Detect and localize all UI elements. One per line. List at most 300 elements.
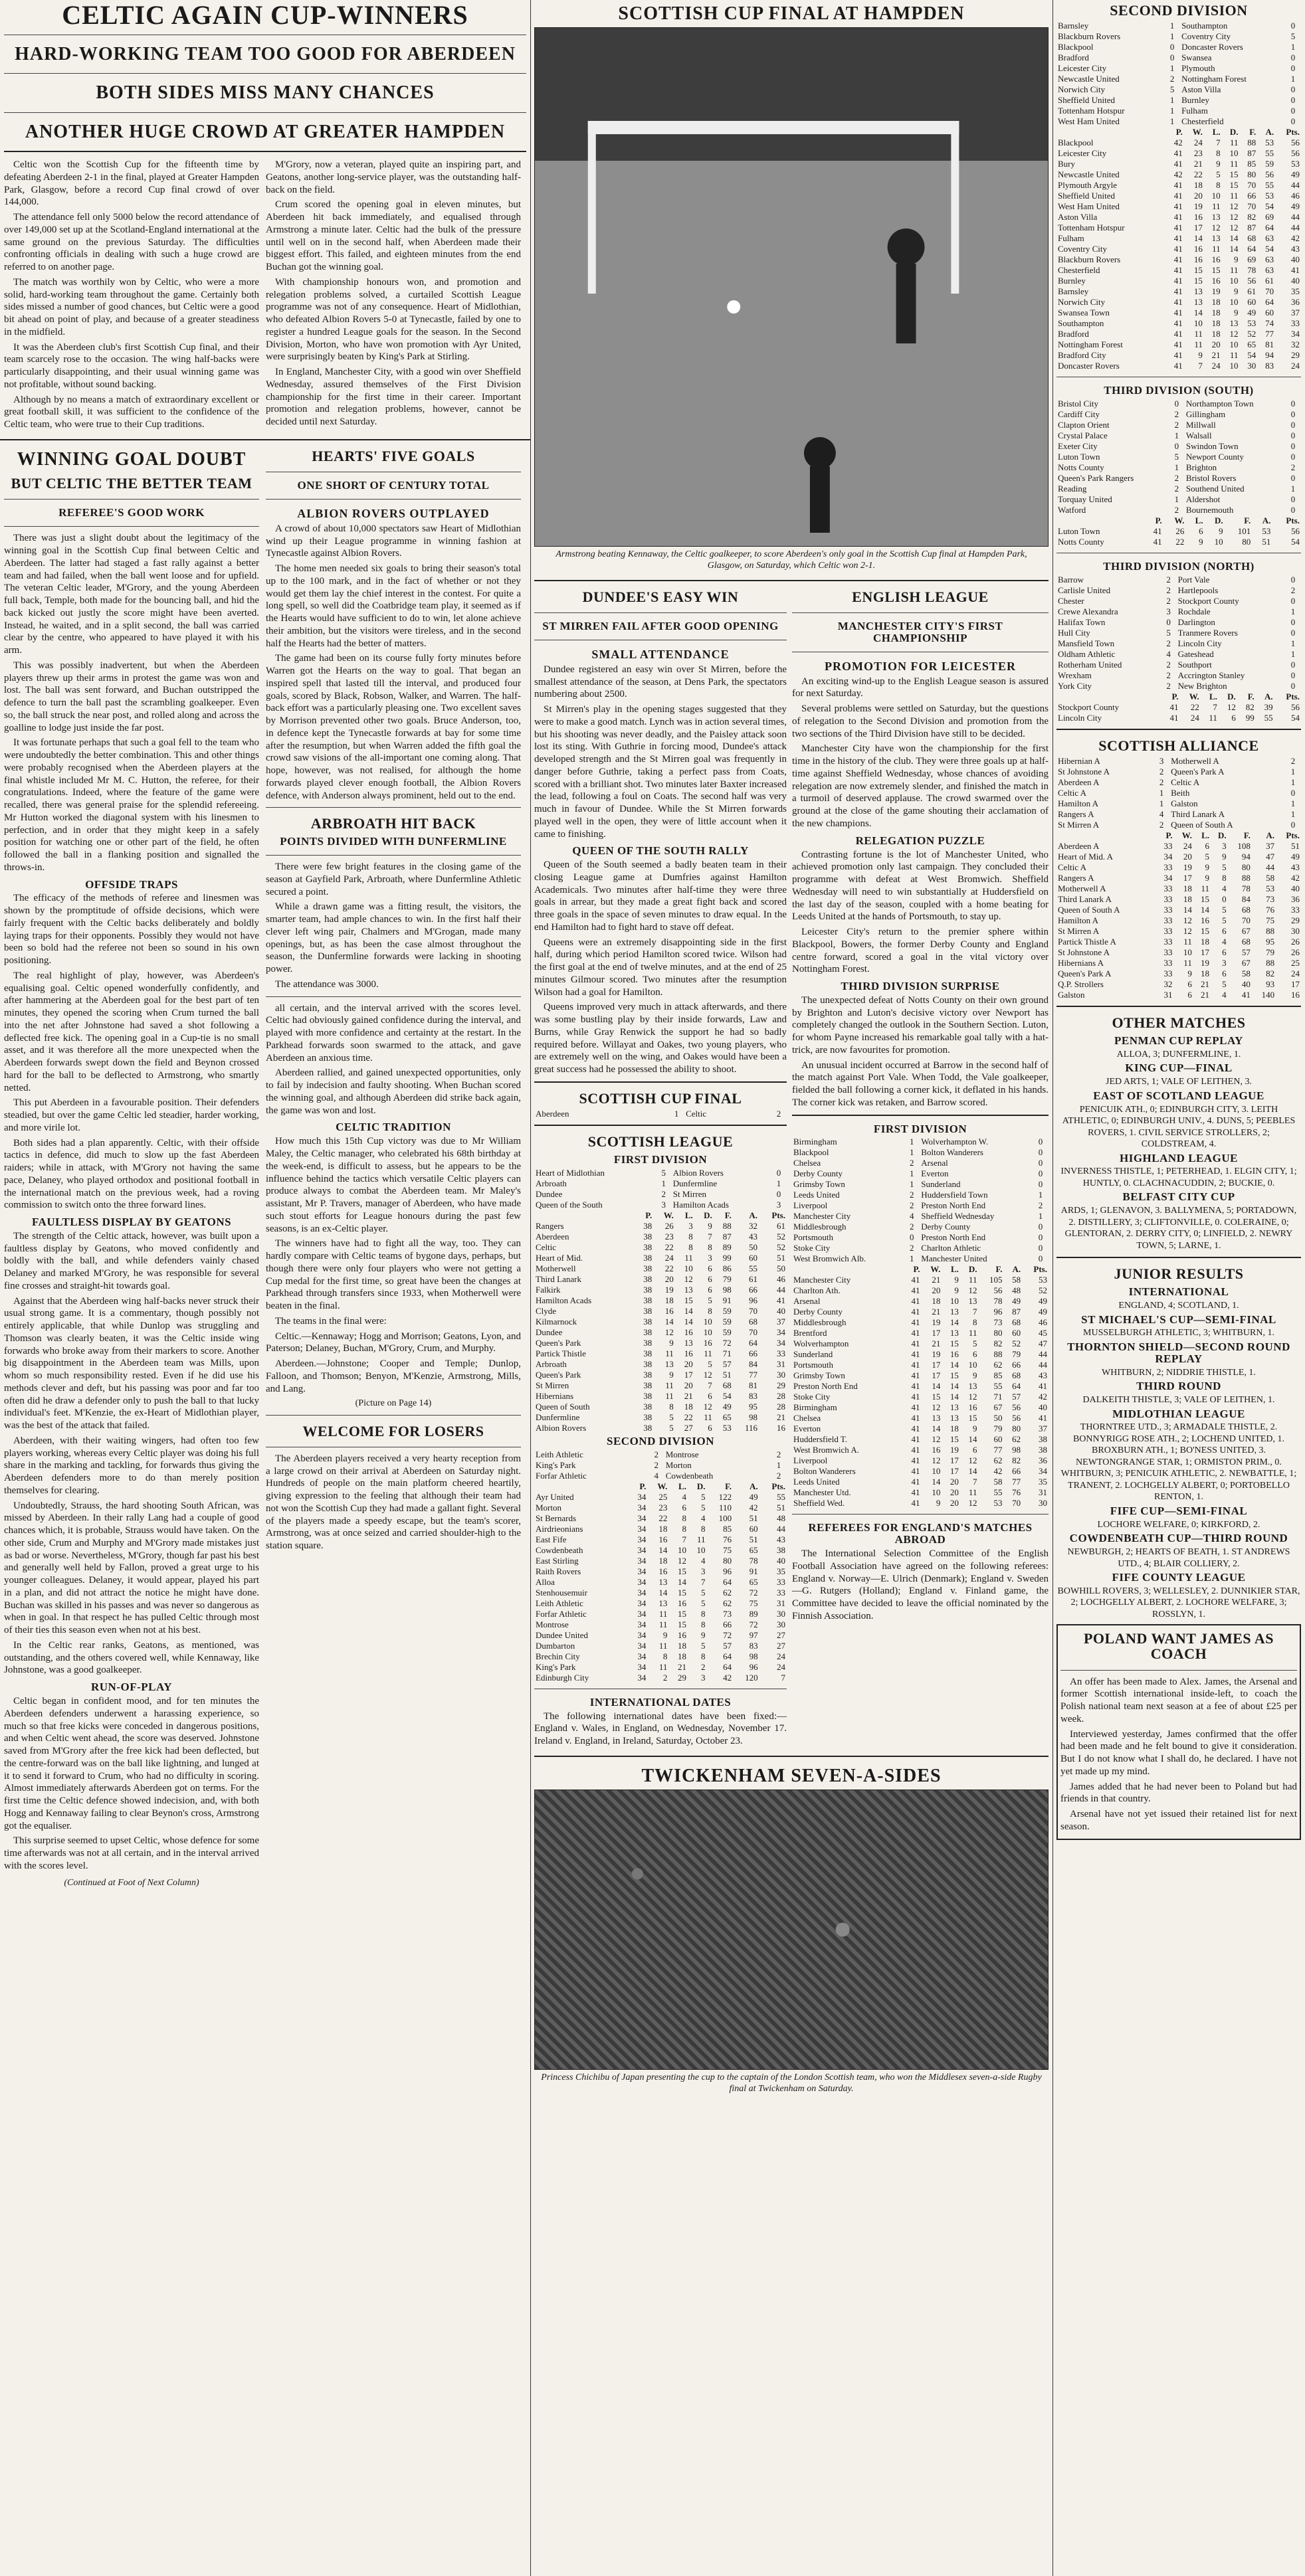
- scot-div1-results: [534, 1168, 787, 1210]
- table-row: Celtic 38 22 8 8 89 50 52: [536, 1242, 785, 1252]
- paragraph: Undoubtedly, Strauss, the hard shooting South African, was missed by Aberdeen. In their rally Lang had a couple of good chances which, it is probable, Strauss would have taken. On the other side, Crum and Murphy and M'Grory made mistakes just as bad or worse. Nevertheless, M'Grory, though far past his best and generally well held by Fallon, proved a great urge to his younger colleagues. Delaney, it would appear, played his part in a plan, and did not attract the notice he might have done. Buchan was skilled in his passes and was never so dangerous as when in goal. In that respect he has pulled Celtic through most of their ties this season even when not at his best.: [4, 1500, 259, 1636]
- table-row: Aberdeen 38 23 8 7 87 43 52: [536, 1231, 785, 1242]
- goal-doubt-col: [4, 446, 259, 1888]
- table-row: Raith Rovers 34 16 15 3 96 91 35: [536, 1566, 785, 1576]
- subhead-run-of-play: RUN-OF-PLAY: [91, 1681, 172, 1694]
- result-row: Wrexham 2 Accrington Stanley 0: [1058, 670, 1296, 680]
- table-header: P. W. L. D. F. A. Pts.: [913, 1264, 1047, 1275]
- paragraph: A crowd of about 10,000 spectators saw Heart of Midlothian wind up their League programme in winning fashion at Tynecastle against Albion Rovers.: [266, 523, 521, 559]
- result-row: Barnsley 1 Southampton 0: [1058, 21, 1296, 31]
- paragraph: In the Celtic rear ranks, Geatons, as mentioned, was outstanding, and the others covered well, while Kennaway, like Johnstone, was a good goalkeeper.: [4, 1639, 259, 1676]
- table-row: Sheffield Wed. 41 9 20 12 53 70 30: [793, 1498, 1047, 1509]
- table-row: Preston North End 41 14 14 13 55 64 41: [793, 1381, 1047, 1392]
- result-row: Queen's Park Rangers 2 Bristol Rovers 0: [1058, 472, 1296, 483]
- subhead-geatons: FAULTLESS DISPLAY BY GEATONS: [31, 1216, 232, 1229]
- result-row: Crewe Alexandra 3 Rochdale 1: [1058, 606, 1296, 616]
- head-thornton: THORNTON SHIELD—SECOND ROUND REPLAY: [1067, 1340, 1290, 1365]
- result-row: Reading 2 Southend United 1: [1058, 483, 1296, 494]
- head-referee: REFEREE'S GOOD WORK: [58, 506, 205, 519]
- subhead-offside: OFFSIDE TRAPS: [85, 877, 178, 891]
- sub-arbroath: POINTS DIVIDED WITH DUNFERMLINE: [280, 835, 507, 848]
- lead-col-b: [266, 159, 521, 434]
- result-row: King's Park 2 Morton 1: [536, 1459, 781, 1470]
- result-row: Torquay United 1 Aldershot 0: [1058, 494, 1296, 504]
- junior-intl-result: ENGLAND, 4; SCOTLAND, 1.: [1118, 1301, 1239, 1311]
- table-row: Motherwell A 33 18 11 4 78 53 40: [1058, 883, 1300, 893]
- result-row: Exeter City 0 Swindon Town 0: [1058, 440, 1296, 451]
- continued-note: (Continued at Foot of Next Column): [64, 1877, 199, 1888]
- paragraph: Against that the Aberdeen wing half-backs never struck their usual strong game. It is a commentary, though possibly not entirely applicable, that while Dunlop was struggling and Thomson was clearly beaten, it was the Celtic inside wing forwards who broke away from their markers to score. Another big disappointment in the Aberdeen team was Mills, upon whom so much responsibility rested. Even if he did use his methods clever and deft, but his passing was poor and far too often did he draw a defender only to push the ball to that lucky individual's feet. M'Kenzie, the ex-Heart of Midlothian player, was the best of the attack that failed.: [4, 1295, 259, 1431]
- table-row: Queen's Park A 33 9 18 6 58 82 24: [1058, 968, 1300, 978]
- table-row: Huddersfield T. 41 12 15 14 60 62 38: [793, 1434, 1047, 1445]
- head-midlothian: MIDLOTHIAN LEAGUE: [1112, 1407, 1245, 1420]
- table-row: Norwich City 41 13 18 10 60 64 36: [1058, 297, 1300, 308]
- table-header: P. W. L. D. F. A. Pts.: [1171, 691, 1300, 701]
- table-header: P. W. L. D. F. A. Pts.: [1175, 127, 1300, 138]
- paragraph: Queen of the South seemed a badly beaten team in their closing League game at Dumfries against Hamilton Academicals. Two minutes after half-time they were three goals in arrear, but they made a great fight back and scored three goals in the space of seven minutes to draw equal. In the end Hamilton had to fight hard to stave off defeat.: [534, 860, 787, 933]
- paragraph: Celtic won the Scottish Cup for the fifteenth time by defeating Aberdeen 2-1 in the final, played at Greater Hampden Park, Glasgow, before a record Cup final crowd of over 144,000.: [4, 159, 259, 208]
- result-row: Notts County 1 Brighton 2: [1058, 462, 1296, 472]
- table-row: Bradford City 41 9 21 11 54 94 29: [1058, 350, 1300, 361]
- result-row: Halifax Town 0 Darlington 0: [1058, 616, 1296, 627]
- paragraph: Celtic began in confident mood, and for ten minutes the Aberdeen defenders underwent a harassing experience, so much so that free kicks were conceded in dangerous positions, and when Celtic went ahead, the score was deserved. Johnstone saved from M'Grory after the free kick had been deflected, but the centre-forward was on the ball like lightning, and lunged at it to send it forward to Crum, who had no difficulty in scoring. Almost immediately afterwards Aberdeen got on terms. For the first time the Celtic defence showed indecision, and, with both Hogg and Kennaway failing to clear Beynon's cross, Armstrong got the equaliser.: [4, 1696, 259, 1831]
- head-losers: WELCOME FOR LOSERS: [302, 1422, 484, 1439]
- deck-chances: BOTH SIDES MISS MANY CHANCES: [96, 82, 435, 104]
- result-row: Bristol City 0 Northampton Town 0: [1058, 398, 1296, 409]
- table-row: Sunderland 41 19 16 6 88 79 44: [793, 1349, 1047, 1360]
- teams-label: The teams in the final were:: [275, 1315, 387, 1327]
- table-row: Chelsea 41 13 13 15 50 56 41: [793, 1413, 1047, 1424]
- table-row: Alloa 34 13 14 7 64 65 33: [536, 1576, 785, 1587]
- head-junior: JUNIOR RESULTS: [1114, 1265, 1244, 1283]
- third-north-table: [1056, 691, 1301, 723]
- paragraph: The International Selection Committee of the English Football Association have agreed on the following referees: England v. Norway—E. Ulrich (Denmark); England v. Sweden —G. Rutgers (Holland); England v. Finland game, the Committee have decided to leave the official nominated by the Finnish Association.: [792, 1548, 1049, 1621]
- paragraph: The strength of the Celtic attack, however, was built upon a faultless display by Geatons, who moved confidently and boldly with the ball, and while defenders vainly chased Delaney and marked M'Grory, he was responsible for several fine crosses and straight-hit towards goal.: [4, 1230, 259, 1291]
- table-row: Kilmarnock 38 14 14 10 59 68 37: [536, 1316, 785, 1327]
- paragraph: This put Aberdeen in a favourable position. Their defenders steadied, but over the game Celtic led steadier, harder working, and more virile lot.: [4, 1097, 259, 1133]
- result-row: Crystal Palace 1 Walsall 0: [1058, 430, 1296, 440]
- result-row: Blackpool 0 Doncaster Rovers 1: [1058, 42, 1296, 52]
- result-row: Watford 2 Bournemouth 0: [1058, 504, 1296, 515]
- table-row: Burnley 41 15 16 10 56 61 40: [1058, 276, 1300, 286]
- paragraph: The Aberdeen players received a very hearty reception from a large crowd on their arrival at Aberdeen on Saturday night. Hundreds of people on the main platform cheered heartily, giving expression to the feeling that although their team had not won the Scottish Cup they had made a gallant fight. Several of the players made a speedy escape, but the team's scorer, Armstrong, was at once seized and carried shoulder-high to the station square.: [266, 1453, 521, 1552]
- sub-albion: ALBION ROVERS OUTPLAYED: [297, 506, 490, 520]
- paragraph: An exciting wind-up to the English League season is assured for next Saturday.: [792, 676, 1049, 699]
- result-row: Chester 2 Stockport County 0: [1058, 595, 1296, 606]
- head-fife-cup: FIFE CUP—SEMI-FINAL: [1110, 1504, 1248, 1517]
- result-row: Blackburn Rovers 1 Coventry City 5: [1058, 31, 1296, 42]
- table-row: St Bernards 34 22 8 4 100 51 48: [536, 1513, 785, 1523]
- scot-div1-table: [534, 1210, 787, 1433]
- paragraph: The following international dates have been fixed:— England v. Wales, in England, on Wednesday, November 17. Ireland v. England, in Ireland, Saturday, October 23.: [534, 1710, 787, 1747]
- paragraph: Dundee registered an easy win over St Mirren, before the smallest attendance of the season, at Dens Park, the spectators numbering about 2500.: [534, 664, 787, 700]
- head-junior-intl: INTERNATIONAL: [1128, 1285, 1229, 1299]
- result-row: Liverpool 2 Preston North End 2: [793, 1200, 1043, 1211]
- table-row: Luton Town 41 26 6 9 101 53 56: [1058, 525, 1300, 536]
- table-row: Q.P. Strollers 32 6 21 5 40 93 17: [1058, 978, 1300, 989]
- teams-celtic: Celtic.—Kennaway; Hogg and Morrison; Geatons, Lyon, and Paterson; Delaney, Buchan, M'Grory, Crum, and Murphy.: [266, 1331, 521, 1354]
- fife-county-results: BOWHILL ROVERS, 3; WELLESLEY, 2. DUNNIKIER STAR, 2; LOCHGELLY ALBERT, 2. LOCHORE WELFARE, 3; ROSSLYN, 1.: [1057, 1586, 1300, 1619]
- table-row: East Stirling 34 18 12 4 80 78 40: [536, 1555, 785, 1566]
- paragraph: There were few bright features in the closing game of the season at Gayfield Park, Arbroath, where Dunfermline Athletic secured a point.: [266, 862, 521, 897]
- thornton-result: WHITBURN, 2; NIDDRIE THISTLE, 1.: [1102, 1367, 1256, 1378]
- paragraph: This surprise seemed to upset Celtic, whose defence for some time afterwards was not at all certain, and in the interval arrived with the scores level.: [4, 1835, 260, 1871]
- mid-col: [266, 446, 521, 1888]
- table-row: Barnsley 41 13 19 9 61 70 35: [1058, 286, 1300, 297]
- table-row: Grimsby Town 41 17 15 9 85 68 43: [793, 1370, 1047, 1381]
- table-row: Leicester City 41 23 8 10 87 55 56: [1058, 148, 1300, 159]
- paragraph: M'Grory, now a veteran, played quite an inspiring part, and Geatons, another long-service player, was the outstanding half-back on the field.: [266, 159, 521, 195]
- result-row: Clapton Orient 2 Millwall 0: [1058, 419, 1296, 430]
- head-arbroath: ARBROATH HIT BACK: [310, 815, 476, 832]
- result-row: West Bromwich Alb. 1 Manchester United 0: [793, 1253, 1043, 1264]
- head-third-surprise: THIRD DIVISION SURPRISE: [841, 980, 1000, 992]
- paragraph: Queens improved very much in attack afterwards, and there was some bustling play by their inside forwards, Law and Burns, while Gray Renwick the support he had so badly required before. Willayat and Oakes, two young players, who are extremely well on the wing, and Oakes would have been a great success had he possessed the ability to shoot.: [534, 1002, 787, 1075]
- table-row: St Johnstone A 33 10 17 6 57 79 26: [1058, 947, 1300, 957]
- result-row: Heart of Midlothian 5 Albion Rovers 0: [536, 1167, 781, 1178]
- paragraph: The home men needed six goals to bring their season's total up to the 100 mark, and in the fact of whether or not they would get them lay the chief interest in the contest. For quite a long spell, so well did the Coatbridge team play, it seemed as if the Hearts would have sufficient to do to win, let alone achieve their ambition, but the visitors were tireless, and in the second half the Hearts had the better of matters.: [266, 563, 521, 649]
- result-row: West Ham United 1 Chesterfield 0: [1058, 116, 1296, 127]
- penman-result: ALLOA, 3; DUNFERMLINE, 1.: [1116, 1049, 1241, 1059]
- result-row: Dundee 2 St Mirren 0: [536, 1188, 781, 1199]
- paragraph: The attendance fell only 5000 below the record attendance of over 149,000 set up at the Scotland-England international at the same ground on the previous Saturday. The difficulties confronting officials in dealing with such a huge crowd are referred to on another page.: [4, 212, 259, 273]
- table-row: Fulham 41 14 13 14 68 63 42: [1058, 233, 1300, 244]
- paragraph: An unusual incident occurred at Barrow in the second half of the match against Port Vale. When Todd, the Vale goalkeeper, fielded the ball following a corner kick, it deflated in his hands. The corner kick was retaken, and Barrow scored.: [792, 1059, 1049, 1108]
- goal-photo-icon: [535, 28, 1048, 546]
- table-row: Stenhousemuir 34 14 15 5 62 72 33: [536, 1587, 785, 1598]
- head-fife-county: FIFE COUNTY LEAGUE: [1112, 1571, 1246, 1584]
- sub-man-city: MANCHESTER CITY'S FIRST CHAMPIONSHIP: [837, 620, 1003, 644]
- table-row: Newcastle United 42 22 5 15 80 56 49: [1058, 169, 1300, 180]
- table-row: Motherwell 38 22 10 6 86 55 50: [536, 1263, 785, 1273]
- result-row: Portsmouth 0 Preston North End 0: [793, 1232, 1043, 1243]
- table-row: St Mirren 38 11 20 7 68 81 29: [536, 1380, 785, 1390]
- paragraph: St Mirren's play in the opening stages suggested that they were to make a good match. Lynch was in action several times, but his shooting was never deadly, and the Paisley attack soon lost its sting. With Guthrie in forcing mood, Dundee's attack developed strength and the St Mirren goal was frequently in danger before Guthrie, taking a perfect pass from Coats, scored with a brilliant shot. Two minutes later Baxter increased the lead, following a foul on Coats. The second half was very much in favour of Dundee. While the St Mirren forwards played well in the open, they were of little account when it came to finishing.: [534, 704, 787, 840]
- table-row: Blackburn Rovers 41 16 16 9 69 63 40: [1058, 254, 1300, 265]
- result-row: Hibernian A 3 Motherwell A 2: [1058, 755, 1296, 766]
- head-east-scotland: EAST OF SCOTLAND LEAGUE: [1093, 1089, 1264, 1102]
- celtic-article: [0, 0, 530, 1888]
- sub-st-mirren: ST MIRREN FAIL AFTER GOOD OPENING: [542, 620, 779, 633]
- head-king-cup: KING CUP—FINAL: [1125, 1061, 1233, 1075]
- alliance-results: [1056, 756, 1301, 830]
- head-relegation: RELEGATION PUZZLE: [855, 834, 985, 847]
- cup-final-photo: [534, 27, 1049, 547]
- paragraph: An offer has been made to Alex. James, the Arsenal and former Scottish international inside-left, to coach the Polish national team next season at a fee of about £25 per week.: [1060, 1676, 1297, 1724]
- result-row: Carlisle United 2 Hartlepools 2: [1058, 585, 1296, 595]
- paragraph: The game had been on its course fully forty minutes before Warren got the Hearts on the way to goal. That began an inspired spell that lasted till the interval, and produced four goals, scored by Black, Robson, Walker, and Warren. The half-back effort was a particularly pleasing one. Two excellent saves by Morrison prevented other two goals. Bruce Anderson, too, in defence kept the Tynecastle forwards at bay for some time after the resumption, but when Warren added the fifth goal the crowd saw visions of the all-important one coming along. That hope, however, was not realised, for although the home forwards played clever enough football, the Albion Rovers defence, with Anderson always prominent, held out to the end.: [266, 653, 521, 801]
- table-row: Dundee 38 12 16 10 59 70 34: [536, 1327, 785, 1337]
- result-row: Rangers A 4 Third Lanark A 1: [1058, 808, 1296, 819]
- table-row: Aberdeen 1 Celtic 2: [536, 1109, 781, 1119]
- paragraph: Both sides had a plan apparently. Celtic, with their offside tactics in defence, did much to slow up the fast Aberdeen raiders; while in attack, with M'Grory not having the same pace, Delaney, who played orthodox and positional football in the international match on the previous week, had a roving commission to switch onto the three forward lines.: [4, 1137, 259, 1211]
- table-row: West Ham United 41 19 11 12 70 54 49: [1058, 201, 1300, 212]
- table-row: Queen's Park 38 9 13 16 72 64 34: [536, 1337, 785, 1348]
- head-english-league: ENGLISH LEAGUE: [852, 588, 989, 605]
- paragraph: Several problems were settled on Saturday, but the questions of relegation to the Second Division and promotion from the two sections of the Third Division have still to be decided.: [792, 703, 1049, 739]
- third-south-table: [1056, 515, 1301, 547]
- result-row: Oldham Athletic 4 Gateshead 1: [1058, 648, 1296, 659]
- lead-col-a: [4, 159, 259, 434]
- head-scottish-league: SCOTTISH LEAGUE: [587, 1133, 734, 1150]
- table-row: Derby County 41 21 13 7 96 87 49: [793, 1307, 1047, 1317]
- table-row: Nottingham Forest 41 11 20 10 65 81 32: [1058, 339, 1300, 350]
- result-row: Blackpool 1 Bolton Wanderers 0: [793, 1147, 1043, 1158]
- table-row: Galston 31 6 21 4 41 140 16: [1058, 989, 1300, 1000]
- head-winning-goal: WINNING GOAL DOUBT: [17, 448, 247, 470]
- table-row: Chesterfield 41 15 15 11 78 63 41: [1058, 265, 1300, 276]
- table-row: Stoke City 41 15 14 12 71 57 42: [793, 1392, 1047, 1402]
- paragraph: How much this 15th Cup victory was due to Mr William Maley, the Celtic manager, who celebrated his 68th birthday at the week-end, is difficult to assess, but he appears to be the influence behind the tactics which versatile Celtic players can produce always to combat the Aberdeen team. Mr Maley's assistant, Mr P. Travers, manager of Aberdeen, who have made such stout efforts for League honours during the past few seasons, is an ex-Celtic player.: [266, 1136, 521, 1234]
- table-row: Montrose 34 11 15 8 66 72 30: [536, 1619, 785, 1629]
- head-penman: PENMAN CUP REPLAY: [1114, 1034, 1243, 1047]
- paragraph: It was the Aberdeen club's first Scottish Cup final, and their team scarcely rose to the occasion. The wing half-backs were particularly disappointing, and their usual winning game was not profitable, without sound backing.: [4, 341, 259, 390]
- table-row: Cowdenbeath 34 14 10 10 75 65 38: [536, 1544, 785, 1555]
- sub-hearts: ONE SHORT OF CENTURY TOTAL: [297, 479, 490, 492]
- head-poland: POLAND WANT JAMES AS COACH: [1083, 1630, 1274, 1663]
- table-row: Sheffield United 41 20 10 11 66 53 46: [1058, 191, 1300, 201]
- table-row: Hamilton A 33 12 16 5 70 75 29: [1058, 915, 1300, 925]
- paragraph: Contrasting fortune is the lot of Manchester United, who achieved promotion only last campaign. They concluded their programme with defeat at West Bromwich. Sheffield Wednesday will need to win substantially at Huddersfield on the last day of the season, coupled with a home beating for Leeds United at the hands of Portsmouth, to stay up.: [792, 849, 1049, 923]
- table-row: Falkirk 38 19 13 6 98 66 44: [536, 1284, 785, 1295]
- result-row: Arbroath 1 Dunfermline 1: [536, 1178, 781, 1188]
- head-dundee: DUNDEE'S EASY WIN: [582, 588, 739, 605]
- table-row: Coventry City 41 16 11 14 64 54 43: [1058, 244, 1300, 254]
- table-row: Hibernians A 33 11 19 3 67 88 25: [1058, 957, 1300, 968]
- paragraph: While a drawn game was a fitting result, the visitors, the smarter team, had ample chances to win. In the first half their clever left wing pair, Chalmers and M'Grogan, made many openings, but, as has been the case almost throughout the season, the Dunfermline forwards were lacking in shooting power.: [266, 901, 521, 975]
- table-row: Edinburgh City 34 2 29 3 42 120 7: [536, 1672, 785, 1683]
- third-round-result: DALKEITH THISTLE, 3; VALE OF LEITHEN, 1.: [1082, 1395, 1275, 1405]
- third-north-results: [1056, 575, 1301, 691]
- table-row: Albion Rovers 38 5 27 6 53 116 16: [536, 1422, 785, 1433]
- result-row: Queen of the South 3 Hamilton Acads 3: [536, 1199, 781, 1210]
- head-scot-div1: FIRST DIVISION: [613, 1153, 708, 1166]
- table-row: Aberdeen A 33 24 6 3 108 37 51: [1058, 840, 1300, 851]
- paragraph: In England, Manchester City, with a good win over Sheffield Wednesday, assured themselves of the First Division championship for the first time in their career. Important promotion and relegation problems, however, cannot be decided until next Saturday.: [266, 367, 521, 428]
- column-rule: [530, 0, 531, 2576]
- st-michael-result: MUSSELBURGH ATHLETIC, 3; WHITBURN, 1.: [1083, 1328, 1274, 1338]
- head-eng-div2: SECOND DIVISION: [1110, 2, 1248, 19]
- paragraph: It was fortunate perhaps that such a goal fell to the team who were undoubtedly the better combination. This and other things were probably recognised when the Aberdeen players at the final whistle included Mr M. C. Hutton, the referee, for their congratulations. Indeed, where the feature of the game were recalled, there was general praise for the splendid refereeing. Mr Hutton worked the diagonal system with his linesmen to perfection, and in order that they might keep in a safely position for watching one or other part of the field, he often followed the ball in a flanking position and signalled the throws-in.: [4, 737, 259, 873]
- head-intl-dates: INTERNATIONAL DATES: [589, 1695, 732, 1708]
- picture-note: (Picture on Page 14): [355, 1398, 432, 1409]
- table-row: Rangers 38 26 3 9 88 32 61: [536, 1220, 785, 1231]
- table-row: Southampton 41 10 18 13 53 74 33: [1058, 318, 1300, 329]
- head-belfast: BELFAST CITY CUP: [1122, 1190, 1235, 1204]
- table-row: Morton 34 23 6 5 110 42 51: [536, 1502, 785, 1513]
- paragraph: The attendance was 3000.: [275, 978, 379, 990]
- head-eng-div1: FIRST DIVISION: [873, 1122, 967, 1135]
- result-row: Rotherham United 2 Southport 0: [1058, 659, 1296, 670]
- head-third-north: THIRD DIVISION (NORTH): [1103, 559, 1255, 573]
- head-cowdenbeath: COWDENBEATH CUP—THIRD ROUND: [1069, 1532, 1288, 1545]
- table-row: Arsenal 41 18 10 13 78 49 49: [793, 1296, 1047, 1307]
- table-row: Stockport County 41 22 7 12 82 39 56: [1058, 701, 1300, 712]
- head-third-round: THIRD ROUND: [1136, 1380, 1221, 1393]
- table-row: Manchester Utd. 41 10 20 11 55 76 31: [793, 1487, 1047, 1498]
- table-row: Third Lanark 38 20 12 6 79 61 46: [536, 1273, 785, 1284]
- table-row: East Fife 34 16 7 11 76 51 43: [536, 1534, 785, 1544]
- paragraph: Crum scored the opening goal in eleven minutes, but Aberdeen hit back immediately, and equalised through Armstrong a minute later. Celtic had the bulk of the pressure until well on in the second half, when Aberdeen made their biggest effort. This failed, and eighteen minutes from the end Buchan got the winning goal.: [266, 199, 521, 273]
- deck-hardworking: HARD-WORKING TEAM TOO GOOD FOR ABERDEEN: [15, 44, 516, 64]
- deck-crowd: ANOTHER HUGE CROWD AT GREATER HAMPDEN: [25, 121, 506, 142]
- table-header: P. W. L. D. F. A. Pts.: [639, 1481, 785, 1491]
- result-row: Grimsby Town 1 Sunderland 0: [793, 1179, 1043, 1190]
- result-row: Aberdeen A 2 Celtic A 1: [1058, 777, 1296, 787]
- paragraph: With championship honours won, and promotion and relegation problems solved, a curtailed Scottish League programme was not of any consequence. Heart of Midlothian, who defeated Albion Rovers 5-0 at Tynecastle, failed by one to register a hundred League goals for the season. In the Second Division, Morton, who have won promotion with Ayr United, were surprisingly beaten by King's Park at Stirling.: [266, 276, 521, 363]
- result-row: Newcastle United 2 Nottingham Forest 1: [1058, 74, 1296, 84]
- eng-div2-results: [1056, 21, 1301, 127]
- highland-results: INVERNESS THISTLE, 1; PETERHEAD, 1. ELGIN CITY, 1; HUNTLY, 0. CLACHNACUDDIN, 2; BUCKIE, 0.: [1060, 1166, 1297, 1188]
- scot-div2-table: [534, 1481, 787, 1683]
- table-row: Hibernians 38 11 21 6 54 83 28: [536, 1390, 785, 1401]
- table-row: Partick Thistle A 33 11 18 4 68 95 26: [1058, 936, 1300, 947]
- table-row: Liverpool 41 12 17 12 62 82 36: [793, 1455, 1047, 1466]
- table-row: Plymouth Argyle 41 18 8 15 70 55 44: [1058, 180, 1300, 191]
- table-row: Partick Thistle 38 11 16 11 71 66 33: [536, 1348, 785, 1358]
- midlothian-results: THORNTREE UTD., 3; ARMADALE THISTLE, 2. BONNYRIGG ROSE ATH., 2; LOCHEND UNITED, 1. BROXBURN ATH., 1; BO'NESS UNITED, 3. NEWTONGRANGE STAR, 1; ORMISTON PRIM., 0. WHITBURN, 3; PENICUIK ATHLETIC, 2. NEWBATTLE, 1; TRANENT, 2. LOCHGELLY ALBERT, 0; PORTOBELLO RENTON, 1.: [1060, 1422, 1297, 1503]
- head-tradition: CELTIC TRADITION: [336, 1121, 451, 1134]
- english-col: [792, 587, 1049, 1750]
- table-row: Swansea Town 41 14 18 9 49 60 37: [1058, 308, 1300, 318]
- result-row: Bradford 0 Swansea 0: [1058, 52, 1296, 63]
- scot-div2-results: [534, 1449, 787, 1481]
- table-row: Aston Villa 41 16 13 12 82 69 44: [1058, 212, 1300, 223]
- table-row: Queen's Park 38 9 17 12 51 77 30: [536, 1369, 785, 1380]
- photo-caption: Armstrong beating Kennaway, the Celtic goalkeeper, to score Aberdeen's only goal in the Scottish Cup final at Hampden Park, Glasgow, on Saturday, which Celtic won 2-1.: [555, 549, 1027, 571]
- table-row: King's Park 34 11 21 2 64 96 24: [536, 1661, 785, 1672]
- table-row: Heart of Mid. A 34 20 5 9 94 47 49: [1058, 851, 1300, 862]
- table-header: P. W. L. D. F. A. Pts.: [1155, 515, 1300, 525]
- table-row: Forfar Athletic 34 11 15 8 73 89 30: [536, 1608, 785, 1619]
- paragraph: Although by no means a match of extraordinary excellent or great football skill, it was sufficient to the confidence of the Celtic team, who were true to their Cup traditions.: [4, 394, 259, 430]
- head-scot-div2: SECOND DIVISION: [607, 1434, 714, 1447]
- result-row: Sheffield United 1 Burnley 0: [1058, 95, 1296, 106]
- result-row: Norwich City 5 Aston Villa 0: [1058, 84, 1296, 95]
- eng-div1-table: [792, 1264, 1049, 1509]
- eng-div1-results: [792, 1137, 1049, 1264]
- center-area: [534, 0, 1049, 2098]
- table-row: Queen of South 38 8 18 12 49 95 28: [536, 1401, 785, 1412]
- belfast-results: ARDS, 1; GLENAVON, 3. BALLYMENA, 5; PORTADOWN, 2. DISTILLERY, 3; CLIFTONVILLE, 0. COLERAINE, 0; GLENTORAN, 2. DERRY CITY, 0; LINFIELD, 2. NEWRY TOWN, 5; LARNE, 1.: [1060, 1206, 1297, 1251]
- table-header: P. W. L. D. F. A. Pts.: [1165, 830, 1300, 840]
- result-row: Stoke City 2 Charlton Athletic 0: [793, 1243, 1043, 1253]
- teams-aberdeen: Aberdeen.—Johnstone; Cooper and Temple; Dunlop, Falloon, and Thomson; Benyon, M'Kenzie, Armstrong, Mills, and Lang.: [266, 1358, 521, 1394]
- table-row: Brechin City 34 8 18 8 64 98 24: [536, 1651, 785, 1661]
- east-results: PENICUIK ATH., 0; EDINBURGH CITY, 3. LEITH ATHLETIC, 0; EDINBURGH UNIV., 4. DUNS, 5; PEEBLES ROVERS, 1. CIVIL SERVICE STROLLERS, 2; COLDSTREAM, 4.: [1062, 1104, 1296, 1149]
- table-row: Dumbarton 34 11 18 5 57 83 27: [536, 1640, 785, 1651]
- table-row: Charlton Ath. 41 20 9 12 56 48 52: [793, 1285, 1047, 1296]
- result-row: Tottenham Hotspur 1 Fulham 0: [1058, 106, 1296, 116]
- cup-final-result: [534, 1109, 787, 1119]
- dundee-col: [534, 587, 787, 1750]
- sevens-photo: [534, 1790, 1049, 2070]
- table-row: Leeds United 41 14 20 7 58 77 35: [793, 1477, 1047, 1487]
- table-row: Everton 41 14 18 9 79 80 37: [793, 1424, 1047, 1434]
- head-hearts: HEARTS' FIVE GOALS: [312, 447, 475, 464]
- paragraph: There was just a slight doubt about the legitimacy of the winning goal in the Scottish Cup final between Celtic and Aberdeen. The latter had staged a fast rally against a better team and had failed, when the ball went loose and for upfield. The veteran Celtic leader, M'Grory, and the young Aberdeen full back, Temple, both made for the bouncing ball, and hid the back kicked out justly the score might have been averted. Instead, he waited, and in a split second, the ball was carried clear by the centre, who appeared to have played it with his arm.: [4, 533, 259, 656]
- head-highland: HIGHLAND LEAGUE: [1120, 1151, 1238, 1164]
- table-row: Blackpool 42 24 7 11 88 53 56: [1058, 138, 1300, 148]
- result-row: Luton Town 5 Newport County 0: [1058, 451, 1296, 462]
- table-row: Airdrieonians 34 18 8 8 85 60 44: [536, 1523, 785, 1534]
- result-row: Celtic A 1 Beith 0: [1058, 787, 1296, 798]
- paragraph: Interviewed yesterday, James confirmed that the offer had been made and he felt bound to give it consideration. But I do not know what I shall do, he declared. I have not yet made up my mind.: [1060, 1728, 1297, 1777]
- paragraph: The winners have had to fight all the way, too. They can hardly compare with Celtic teams of bygone days, perhaps, but though there were only four players who were not getting a Cup medal for the first time, so great have been the changes at Parkhead through transfers since 1933, when Motherwell were beaten in the final.: [266, 1238, 521, 1312]
- table-header: P. W. L. D. F. A. Pts.: [645, 1210, 785, 1220]
- head-sevens: TWICKENHAM SEVEN-A-SIDES: [641, 1765, 942, 1786]
- result-row: York City 2 New Brighton 0: [1058, 680, 1296, 691]
- fife-result: LOCHORE WELFARE, 0; KIRKFORD, 2.: [1097, 1519, 1260, 1530]
- head-other-matches: OTHER MATCHES: [1112, 1014, 1246, 1031]
- table-row: Arbroath 38 13 20 5 57 84 31: [536, 1358, 785, 1369]
- table-row: Leith Athletic 34 13 16 5 62 75 31: [536, 1598, 785, 1608]
- result-row: Hull City 5 Tranmere Rovers 0: [1058, 627, 1296, 638]
- result-row: Birmingham 1 Wolverhampton W. 0: [793, 1137, 1043, 1147]
- alliance-table: [1056, 830, 1301, 1000]
- result-row: Chelsea 2 Arsenal 0: [793, 1158, 1043, 1168]
- table-row: Celtic A 33 19 9 5 80 44 43: [1058, 862, 1300, 872]
- table-row: Brentford 41 17 13 11 80 60 45: [793, 1328, 1047, 1338]
- table-row: Ayr United 34 25 4 5 122 49 55: [536, 1491, 785, 1502]
- result-row: Mansfield Town 2 Lincoln City 1: [1058, 638, 1296, 648]
- table-row: West Bromwich A. 41 16 19 6 77 98 38: [793, 1445, 1047, 1455]
- table-row: Clyde 38 16 14 8 59 70 40: [536, 1305, 785, 1316]
- result-row: Leeds United 2 Huddersfield Town 1: [793, 1190, 1043, 1200]
- table-row: Middlesbrough 41 19 14 8 73 68 46: [793, 1317, 1047, 1328]
- photo-head-cupfinal: SCOTTISH CUP FINAL AT HAMPDEN: [618, 3, 965, 24]
- eng-div2-table: [1056, 127, 1301, 371]
- table-row: Hamilton Acads 38 18 15 5 91 96 41: [536, 1295, 785, 1305]
- result-row: Forfar Athletic 4 Cowdenbeath 2: [536, 1470, 781, 1481]
- table-row: Bolton Wanderers 41 10 17 14 42 66 34: [793, 1466, 1047, 1477]
- table-row: Lincoln City 41 24 11 6 99 55 54: [1058, 712, 1300, 723]
- paragraph: James added that he had never been to Poland but had friends in that country.: [1060, 1781, 1297, 1805]
- paragraph: The real highlight of play, however, was Aberdeen's equalising goal. Celtic opened wonderfully confidently, and after hammering at the Aberdeen goal for the best part of ten minutes, they opened the scoring when Crum turned the ball into the net after Johnstone had saved a shot following a deflected free kick. The opening goal in a Cup-tie is no small asset, and it was therefore all the more unexpected when the Aberdeen forwards swept down the field and Beynon crossed hard for the ball to be deflected to Armstrong, who smartly netted.: [4, 970, 259, 1093]
- paragraph: all certain, and the interval arrived with the scores level. Celtic had obviously gained confidence during the interval, and played with more confidence and certainty at the restart. In the Parkhead forwards soon swarmed to the attack, and gave Aberdeen an anxious time.: [266, 1002, 521, 1063]
- table-row: Manchester City 41 21 9 11 105 58 53: [793, 1275, 1047, 1285]
- table-row: Bradford 41 11 18 12 52 77 34: [1058, 329, 1300, 339]
- table-row: Tottenham Hotspur 41 17 12 12 87 64 44: [1058, 223, 1300, 233]
- table-row: Rangers A 34 17 9 8 88 58 42: [1058, 872, 1300, 883]
- table-row: Bury 41 21 9 11 85 59 53: [1058, 159, 1300, 169]
- head-third-south: THIRD DIVISION (SOUTH): [1104, 384, 1254, 397]
- result-row: Cardiff City 2 Gillingham 0: [1058, 409, 1296, 419]
- paragraph: The unexpected defeat of Notts County on their own ground by Brighton and Luton's decisive victory over Newport has completely changed the outlook in the Southern Section. Luton, for whom Payne increased his remarkable goal tally with a hat-trick, are now favourites for promotion.: [792, 994, 1049, 1056]
- sub-attendance: SMALL ATTENDANCE: [591, 647, 730, 661]
- paragraph: Queens were an extremely disappointing side in the first half, during which period Hamilton scored twice. Wilson had the first goal at the end of twelve minutes, and at the end of 25 minutes Gilmour scored. Two minutes after the resumption Wilson had a goal for Hamilton.: [534, 937, 787, 998]
- paragraph: The efficacy of the methods of referee and linesmen was shown by the promptitude of offside decisions, which were fairly frequent with the Celtic backs deliberately and boldly laying traps for their opponents. Possibly they would not have been so bold had the referee not been so sound in his own positioning.: [4, 893, 259, 966]
- headline-celtic: CELTIC AGAIN CUP-WINNERS: [62, 0, 468, 30]
- table-row: Queen of South A 33 14 14 5 68 76 33: [1058, 904, 1300, 915]
- sevens-caption: Princess Chichibu of Japan presenting the cup to the captain of the London Scottish team, who won the Middlesex seven-a-side Rugby final at Twickenham on Saturday.: [541, 2072, 1042, 2094]
- result-row: St Mirren A 2 Queen of South A 0: [1058, 819, 1296, 830]
- table-row: Dunfermline 38 5 22 11 65 98 21: [536, 1412, 785, 1422]
- paragraph: Manchester City have won the championship for the first time in the history of the club. They were three goals up at half-time against Sheffield Wednesday, whose chances of avoiding relegation are now extremely slender, and finished the match in a turmoil of deserved applause. The crowd swarmed over the ground at the close of the game shouting their acclamation of the new champions.: [792, 743, 1049, 829]
- result-row: Leicester City 1 Plymouth 0: [1058, 63, 1296, 74]
- paragraph: This was possibly inadvertent, but when the Aberdeen players threw up their arms in protest the game was won and lost. The ball was sent forward, and Buchan outstripped the defence to turn the ball past the scrambling goalkeeper. Even so, the ball struck the near post, and rolled along and across the goalline to lodge just inside the far post.: [4, 660, 259, 733]
- result-row: Derby County 1 Everton 0: [793, 1168, 1043, 1179]
- head-referees: REFEREES FOR ENGLAND'S MATCHES ABROAD: [808, 1521, 1033, 1546]
- table-row: Heart of Mid. 38 24 11 3 99 60 51: [536, 1252, 785, 1263]
- third-south-results: [1056, 399, 1301, 515]
- result-row: Barrow 2 Port Vale 0: [1058, 574, 1296, 585]
- king-result: JED ARTS, 1; VALE OF LEITHEN, 3.: [1106, 1077, 1252, 1087]
- result-row: St Johnstone A 2 Queen's Park A 1: [1058, 766, 1296, 777]
- table-row: Doncaster Rovers 41 7 24 10 30 83 24: [1058, 361, 1300, 371]
- table-row: Portsmouth 41 17 14 10 62 66 44: [793, 1360, 1047, 1370]
- table-row: St Mirren A 33 12 15 6 67 88 30: [1058, 925, 1300, 936]
